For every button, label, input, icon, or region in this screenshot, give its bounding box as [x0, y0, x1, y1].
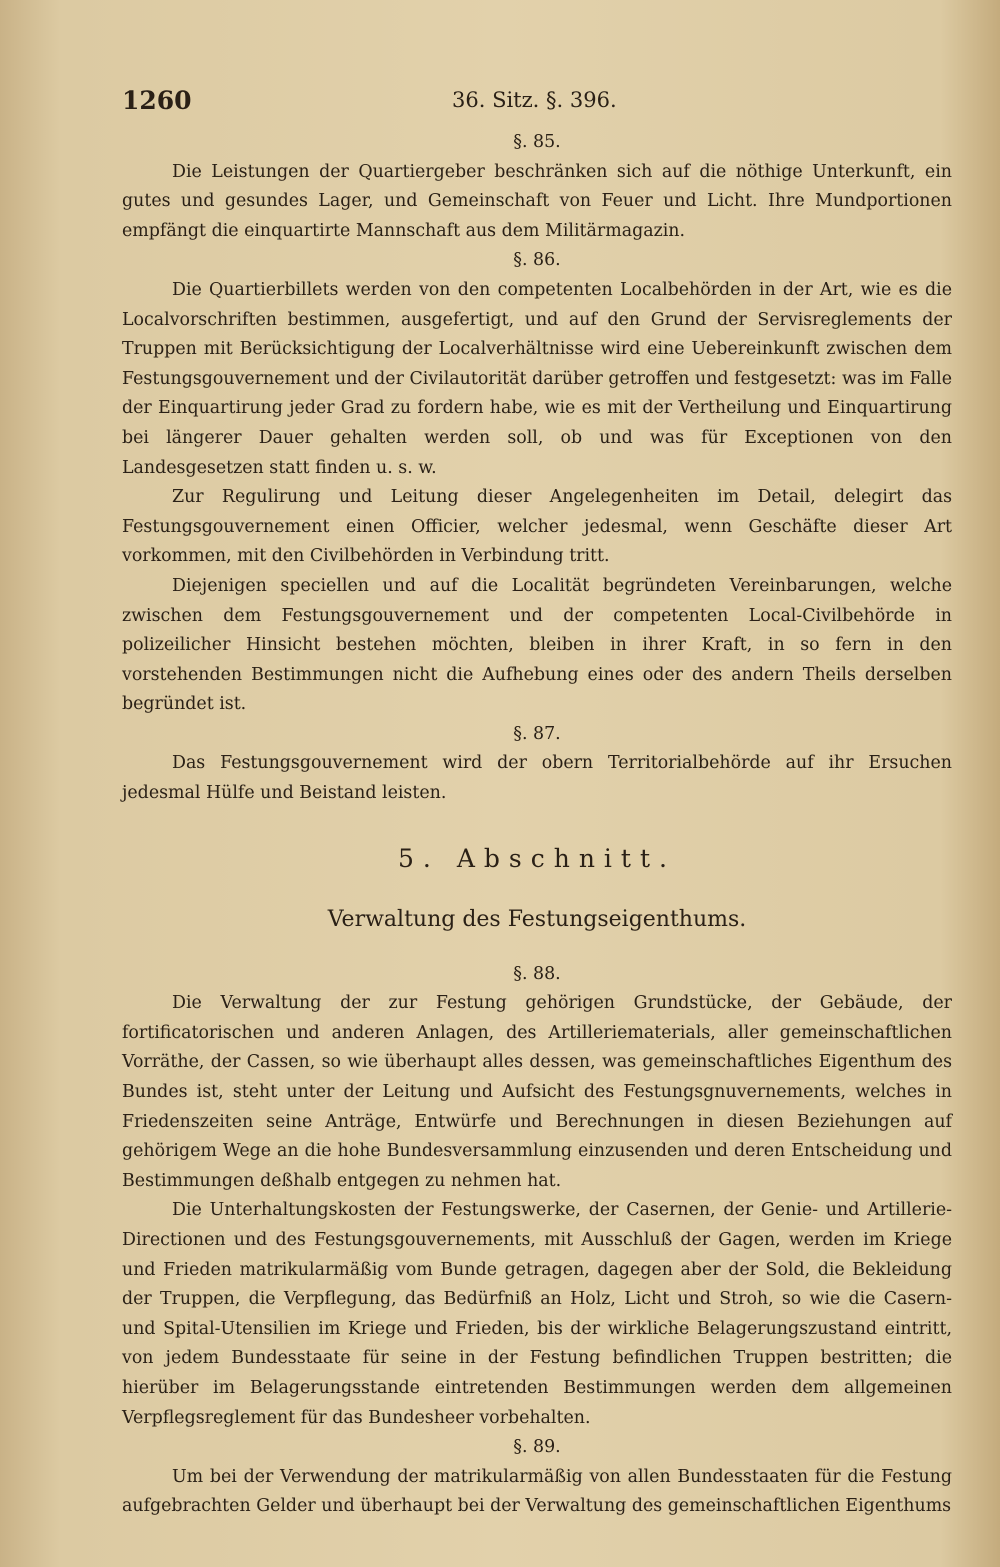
paragraph: Zur Regulirung und Leitung dieser Angelegenheiten im Detail, delegirt das Festungsgouvernement einen Officier, welcher jedesmal, wenn Geschäfte dieser Art vorkommen, mit den Civilbehörden in Verbindung tritt.: [122, 487, 952, 567]
paragraph: Um bei der Verwendung der matrikularmäßig von allen Bundesstaaten für die Festung aufgebrachten Gelder und überhaupt bei der Verwaltung des gemeinschaftlichen Eigenthums: [122, 1466, 952, 1517]
paragraph: Die Leistungen der Quartiergeber beschränken sich auf die nöthige Unterkunft, ein gutes und gesundes Lager, und Gemeinschaft von Feuer und Licht. Ihre Mundportionen empfängt die einquartirte Mannschaft aus dem Militärmagazin.: [122, 161, 952, 241]
page-number: 1260: [122, 86, 192, 115]
page-header: [122, 86, 950, 126]
paragraph: Die Verwaltung der zur Festung gehörigen Grundstücke, der Gebäude, der fortificatorischen und anderen Anlagen, des Artilleriematerials, aller gemeinschaftlichen Vorräthe, der Cassen, so wie überhaupt alles dessen, was gemeinschaftliches Eigenthum des Bundes ist, steht unter der Leitung und Aufsicht des Festungsgnuvernements, welches in Friedenszeiten seine Anträge, Entwürfe und Berechnungen in diesen Beziehungen auf gehörigem Wege an die hohe Bundesversammlung einzusenden und deren Entscheidung und Bestimmungen deßhalb entgegen zu nehmen hat.: [122, 993, 952, 1191]
section-heading: §. 86.: [513, 250, 561, 271]
page-body: [122, 128, 952, 1522]
section-heading: §. 88.: [513, 963, 561, 984]
paragraph: Die Unterhaltungskosten der Festungswerke, der Casernen, der Genie- und Artillerie-Directionen und des Festungsgouvernements, mit Ausschluß der Gagen, werden im Kriege und Frieden matrikularmäßig vom Bunde getragen, dagegen aber der Sold, die Bekleidung der Truppen, die Verpflegung, das Bedürfniß an Holz, Licht und Stroh, so wie die Casern- und Spital-Utensilien im Kriege und Frieden, bis der wirkliche Belagerungszustand eintritt, von jedem Bundesstaate für seine in der Festung befindlichen Truppen bestritten; die hierüber im Belagerungsstande eintretenden Bestimmungen werden dem allgemeinen Verpflegsreglement für das Bundesheer vorbehalten.: [122, 1200, 952, 1428]
section-heading: §. 87.: [513, 723, 561, 744]
paragraph: Die Quartierbillets werden von den competenten Localbehörden in der Art, wie es die Localvorschriften bestimmen, ausgefertigt, und auf den Grund der Servisreglements der Truppen mit Berücksichtigung der Localverhältnisse wird eine Uebereinkunft zwischen dem Festungsgouvernement und der Civilautorität darüber getroffen und festgesetzt: was im Falle der Einquartirung jeder Grad zu fordern habe, wie es mit der Vertheilung und Einquartirung bei längerer Dauer gehalten werden soll, ob und was für Exceptionen von den Landesgesetzen statt finden u. s. w.: [122, 279, 952, 478]
section-heading: §. 89.: [513, 1437, 561, 1458]
running-title: 36. Sitz. §. 396.: [452, 88, 617, 112]
paragraph: Diejenigen speciellen und auf die Localität begründeten Vereinbarungen, welche zwischen dem Festungsgouvernement und der competenten Local-Civilbehörde in polizeilicher Hinsicht bestehen möchten, bleiben in ihrer Kraft, in so fern in den vorstehenden Bestimmungen nicht die Aufhebung eines oder des andern Theils derselben begründet ist.: [122, 575, 952, 715]
chapter-heading: 5. Abschnitt.: [398, 843, 676, 873]
section-heading: §. 85.: [513, 132, 561, 152]
chapter-title: Verwaltung des Festungseigenthums.: [327, 906, 747, 932]
paragraph: Das Festungsgouvernement wird der obern Territorialbehörde auf ihr Ersuchen jedesmal Hülfe und Beistand leisten.: [122, 753, 952, 804]
